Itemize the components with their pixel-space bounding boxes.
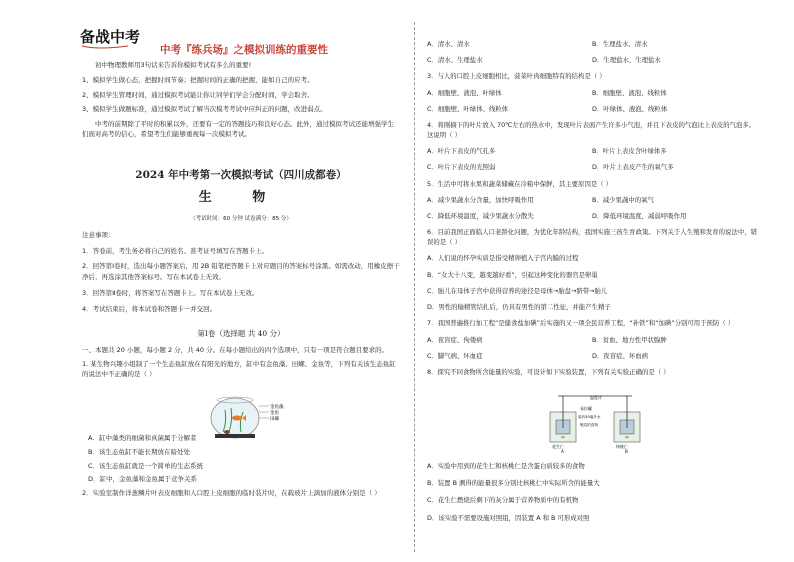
label-peanut: 花生仁	[552, 444, 564, 449]
question-1: 1. 某生物兴趣小组制了一个生态鱼缸放在有阳光的地方，缸中有金鱼藻、田螺、金鱼等，下列有关该生态鱼缸的说法中不正确的是（ ）	[82, 359, 396, 379]
q5-option-b: B．减少果蔬中的氧气	[592, 195, 654, 204]
question-6: 6．目前我国正面临人口老龄化问题，为优化年龄结构，我国实施三孩生育政策。下列关于人生殖和发育的说法中，错误的是（ ）	[427, 228, 757, 247]
fish-tank-illustration	[205, 392, 295, 442]
q3-option-a: A．细胞壁、液泡、叶绿体	[427, 88, 502, 97]
fish-label-goldfish: 金鱼	[270, 411, 279, 416]
fish-label-snail: 田螺	[270, 417, 279, 422]
intro-line: 1、模拟学生做心态，把握时间节奏；把握时间的正确的把握，能如自己的应考。	[82, 75, 314, 84]
q8-options	[427, 462, 757, 531]
q8-option-b: B．装置 B 测得的能量很多分别比核桃仁中实际所含的能量大	[427, 479, 600, 488]
section-instruction: 一、本题共 20 小题，每小题 2 分，共 40 分。在每小题给出的四个选项中，只有一项是符合题目要求的。	[82, 346, 389, 354]
q5-options-row	[427, 212, 757, 222]
q1-option-d: D．缸中，金鱼藻和金鱼属于竞争关系	[88, 475, 198, 484]
question-2: 2．实验室制作洋葱鳞片叶表皮细胞和人口腔上皮细胞的临时装片时，在载玻片上滴加的液体分别是（ ）	[82, 489, 381, 498]
q3-option-b: B．细胞壁、液泡、线粒体	[592, 88, 667, 97]
q5-option-a: A．减少果蔬水分含量，加快呼吸作用	[427, 195, 534, 204]
note-item: 2．回答第Ⅰ卷时，选出每小题答案后，用 2B 铅笔把答题卡上对应题目的答案标号涂黑。如需改动，用橡皮擦干净后，再选涂其他答案标号。写在本试卷上无效。	[82, 262, 400, 282]
note-item: 1．答卷前，考生务必将自己的姓名、准考证号填写在答题卡上。	[82, 246, 269, 255]
q7-option-a: A．夜盲症、佝偻病	[427, 335, 483, 344]
section-title: 第Ⅰ卷（选择题 共 40 分）	[197, 329, 285, 338]
q7-options-row	[427, 336, 757, 346]
q6-option-b: B．“女大十八变，越变越好看”，引起这种变化的器官是卵巢	[427, 270, 598, 279]
q6-option-d: D．男性的输精管结扎后，仍具有男性的第二性征，并能产生精子	[427, 303, 611, 312]
q4-options-row	[427, 163, 757, 173]
intro-line: 初中物理教师用3句话来告诉你模拟考试有多么的重要!	[95, 61, 252, 69]
question-3: 3．与人的口腔上皮细胞相比，菠菜叶肉细胞特有的结构是（ ）	[427, 72, 606, 81]
svg-text:备战中考: 备战中考	[80, 28, 140, 46]
intro-block	[82, 60, 400, 144]
q7-option-b: B．贫血、地方性甲状腺肿	[592, 335, 667, 344]
label-can: 易拉罐	[580, 406, 592, 411]
q7-options-row	[427, 352, 757, 362]
q6-option-c: C．胎儿在母体子宫中获得营养的途径是母体→胎盘→脐带→胎儿	[427, 286, 608, 295]
q3-option-c: C．细胞壁、叶绿体、线粒体	[427, 104, 509, 113]
q4-options-row	[427, 147, 757, 157]
label-water: 装有30毫升水	[578, 415, 601, 419]
banner-title: 中考『练兵场』之模拟训练的重要性	[160, 44, 328, 56]
logo-icon	[78, 24, 140, 50]
exam-subject: 生 物	[198, 190, 284, 205]
question-7: 7．我国普遍推行加工程“是健食盐加碘”后实施的又一项全民营养工程，“补铁”和“加碘”分别可用于预防（ ）	[427, 319, 735, 328]
exam-title: 2024 年中考第一次模拟考试（四川成都卷）	[135, 169, 347, 181]
q7-option-d: D．夜盲症、坏血病	[592, 351, 649, 360]
label-burning-food: 燃烧的食物	[580, 423, 598, 427]
q1-option-a: A．缸中藻类的细菌和真菌属于分解者	[88, 434, 197, 443]
question-4: 4．将刚摘下的叶片放入 70℃左右的热水中，发现叶片表面产生许多小气泡，并且下表皮的气泡比上表皮的气泡多。这说明（ ）	[427, 121, 756, 140]
q3-option-d: D．叶绿体、液泡、线粒体	[592, 104, 668, 113]
q2-option-b: B．生理盐水、清水	[592, 40, 648, 48]
calorimeter-apparatus-illustration	[540, 392, 650, 454]
q5-option-c: C．降低环境温度，减少果蔬水分散失	[427, 212, 534, 221]
q4-option-d: D．叶片上表皮产生的氧气多	[592, 163, 674, 172]
q6-option-a: A．人们说的怀孕实质是指受精卵植入子宫内膜的过程	[427, 254, 579, 263]
q8-option-a: A．实验中用到的花生仁和核桃仁是含蛋白质较多的食物	[427, 462, 585, 470]
q2-options-row	[427, 40, 757, 50]
q5-options-row	[427, 196, 757, 206]
question-5: 5．生活中可将水果和蔬菜储藏在冷箱中保鲜，其主要原因是（ ）	[427, 179, 613, 188]
q4-option-a: A．叶片下表皮的气孔多	[427, 147, 496, 156]
notes-heading: 注意事项：	[82, 231, 115, 239]
q2-options-row	[427, 56, 757, 66]
label-b: B	[625, 449, 628, 454]
intro-line: 3、模拟学生做题标准，通过模拟考试了解当次模考考试中应纠正的问题，改进弱点。	[82, 105, 327, 114]
note-item: 3．回答第Ⅱ卷时，将答案写在答题卡上。写在本试卷上无效。	[82, 288, 259, 297]
q2-option-d: D．生理盐水、生理盐水	[592, 56, 661, 65]
label-walnut: 核桃仁	[616, 444, 628, 449]
q8-option-d: D．该实验不需要设施对照组，因装置 A 和 B 可形成对照	[427, 513, 590, 522]
q3-options-row	[427, 105, 757, 115]
exam-meta: （考试时间：60 分钟 试卷满分：85 分）	[190, 216, 292, 222]
q2-option-c: C．清水、生理盐水	[427, 56, 483, 65]
q3-options-row	[427, 89, 757, 99]
right-questions	[427, 40, 757, 384]
q8-option-c: C．花生仁燃烧后剩下的灰分属于营养物质中的有机物	[427, 496, 579, 505]
intro-line: 中考的前期除了平时的积累以外，还要有一定的答题技巧和良好心态。此外，通过模拟考试还能增强学生们面对高考的信心，希望考生们能够重视每一次模拟考试。	[82, 120, 394, 139]
fish-label-algae: 金鱼藻	[270, 405, 284, 410]
q1-option-b: B．该生态鱼缸不能长期放在暗处处	[88, 447, 190, 456]
q5-option-d: D．降低环境温度，减弱呼吸作用	[592, 212, 687, 221]
notes-block	[82, 230, 400, 319]
q1-option-c: C．该生态鱼缸就是一个简单的生态系统	[88, 461, 204, 470]
question-8: 8．探究不同食物所含能量的实验，可设计如下实验装置，下列有关实验正确的是（ ）	[427, 368, 670, 376]
intro-line: 2、模拟学生管理时间，通过模拟考试能让你让同学们学会分配时间，学会取舍。	[82, 90, 314, 99]
note-item: 4．考试结束后，将本试卷和答题卡一并交回。	[82, 304, 217, 313]
q7-option-c: C．脚气病、坏血症	[427, 351, 483, 360]
label-a: A	[561, 449, 564, 454]
q4-option-c: C．叶片下表皮的光照弱	[427, 163, 496, 172]
q2-option-a: A．清水、清水	[427, 40, 470, 48]
label-thermometer: 温度计	[590, 395, 602, 400]
q4-option-b: B．叶片上表皮含叶绿体多	[592, 147, 667, 156]
column-divider	[414, 22, 415, 552]
